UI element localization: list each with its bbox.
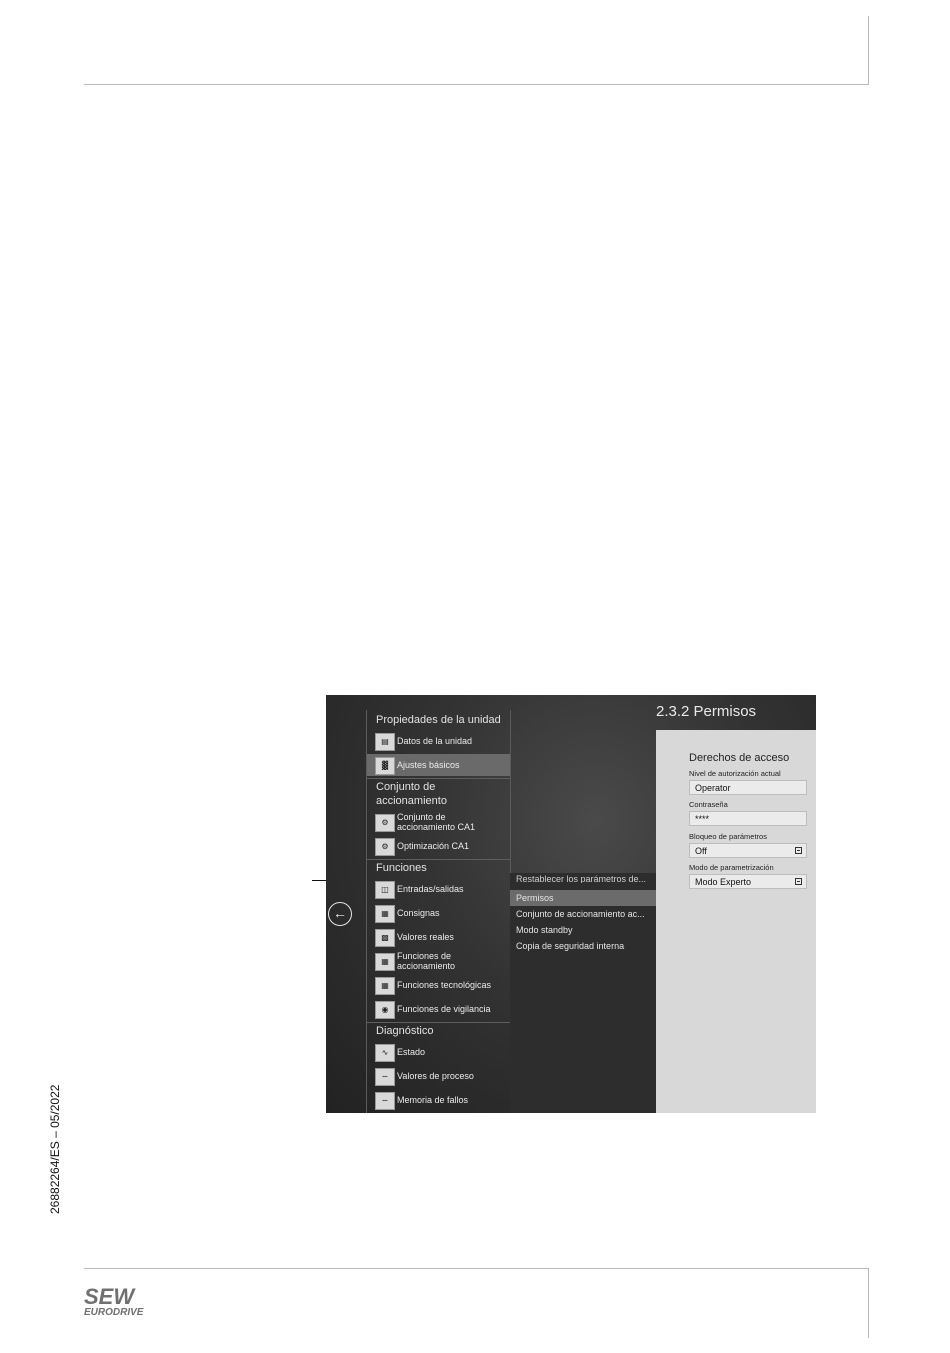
submenu-item-internal-backup[interactable]: Copia de seguridad interna: [516, 941, 625, 951]
sidebar-item-drive-set-ca1[interactable]: [367, 811, 510, 833]
sidebar-item-label: Entradas/salidas: [397, 884, 464, 894]
parameter-lock-value: Off: [695, 846, 707, 856]
sidebar-item-process-values[interactable]: [367, 1065, 510, 1087]
password-label: Contraseña: [689, 800, 728, 809]
sidebar-item-drive-functions[interactable]: [367, 950, 510, 972]
device-data-icon: ▤: [375, 733, 395, 751]
sidebar-item-actual-values[interactable]: [367, 926, 510, 948]
sew-eurodrive-logo: [84, 1284, 164, 1318]
parametrization-mode-dropdown[interactable]: [689, 874, 807, 889]
sidebar-item-basic-settings[interactable]: [367, 754, 510, 776]
authorization-level-label: Nivel de autorización actual: [689, 769, 781, 778]
sidebar-item-label: Conjunto de accionamiento CA1: [397, 812, 476, 832]
submenu-item-standby-mode[interactable]: Modo standby: [516, 925, 573, 935]
drive-functions-icon: ▦: [375, 953, 395, 971]
sidebar-item-label: Valores reales: [397, 932, 454, 942]
header-side-rule: [868, 16, 869, 85]
sidebar-item-label: Ajustes básicos: [397, 760, 460, 770]
sidebar-item-device-data[interactable]: [367, 730, 510, 752]
sidebar-item-label: Funciones de accionamiento: [397, 951, 456, 971]
group-title-device-properties: Propiedades de la unidad: [376, 714, 501, 726]
group-separator: [367, 778, 510, 779]
parameter-lock-label: Bloqueo de parámetros: [689, 832, 767, 841]
setpoints-icon: ▦: [375, 905, 395, 923]
panel-heading: Derechos de acceso: [689, 752, 790, 764]
authorization-level-value: Operator: [695, 783, 731, 793]
password-field[interactable]: [689, 811, 807, 826]
parametrization-mode-label: Modo de parametrización: [689, 863, 774, 872]
group-title-functions: Funciones: [376, 862, 427, 874]
sidebar: [366, 710, 511, 1113]
drive-set-icon: ⚙: [375, 814, 395, 832]
dropdown-icon: [795, 878, 802, 885]
technology-functions-icon: ▦: [375, 977, 395, 995]
dropdown-icon: [795, 847, 802, 854]
status-icon: ∿: [375, 1044, 395, 1062]
sidebar-item-fault-memory[interactable]: [367, 1089, 510, 1111]
submenu-item-drive-set[interactable]: Conjunto de accionamiento ac...: [516, 909, 645, 919]
sidebar-item-label: Valores de proceso: [397, 1071, 474, 1081]
io-icon: ◫: [375, 881, 395, 899]
svg-text:EURODRIVE: EURODRIVE: [84, 1307, 144, 1318]
submenu-item-reset-parameters[interactable]: Restablecer los parámetros de...: [516, 875, 647, 883]
parameter-lock-dropdown[interactable]: [689, 843, 807, 858]
document-id: 26882264/ES – 05/2022: [48, 1084, 62, 1214]
page-title: 2.3.2 Permisos: [656, 703, 757, 720]
sidebar-item-optimization-ca1[interactable]: [367, 835, 510, 857]
sidebar-item-label: Memoria de fallos: [397, 1095, 469, 1105]
svg-text:SEW: SEW: [84, 1284, 135, 1309]
header-rule: [84, 84, 869, 85]
submenu: [510, 873, 656, 1113]
sidebar-item-label: Datos de la unidad: [397, 736, 473, 746]
sidebar-item-label: Funciones de vigilancia: [397, 1004, 491, 1014]
factory-icon: ▓: [375, 757, 395, 775]
group-separator: [367, 1022, 510, 1023]
sidebar-item-label: Consignas: [397, 908, 440, 918]
sidebar-item-monitoring-functions[interactable]: [367, 998, 510, 1020]
actual-values-icon: ▩: [375, 929, 395, 947]
fault-memory-icon: ∽: [375, 1092, 395, 1110]
sidebar-item-label: Optimización CA1: [397, 841, 470, 851]
sidebar-item-label: Funciones tecnológicas: [397, 980, 492, 990]
permissions-panel: [656, 730, 816, 1113]
sidebar-item-status[interactable]: [367, 1041, 510, 1063]
footer-rule: [84, 1268, 869, 1269]
authorization-level-field[interactable]: [689, 780, 807, 795]
sidebar-item-label: Estado: [397, 1047, 426, 1057]
group-title-diagnostics: Diagnóstico: [376, 1025, 434, 1037]
back-arrow-icon[interactable]: ←: [328, 902, 352, 926]
sidebar-item-technology-functions[interactable]: [367, 974, 510, 996]
group-separator: [367, 859, 510, 860]
sidebar-item-inputs-outputs[interactable]: [367, 878, 510, 900]
process-values-icon: ∽: [375, 1068, 395, 1086]
optimization-icon: ⚙: [375, 838, 395, 856]
footer-side-rule: [868, 1268, 869, 1338]
group-title-drive-set: Conjunto de accionamiento: [376, 781, 447, 807]
password-value: ****: [695, 814, 710, 824]
monitoring-icon: ◉: [375, 1001, 395, 1019]
sidebar-item-setpoints[interactable]: [367, 902, 510, 924]
submenu-item-permissions[interactable]: Permisos: [510, 890, 656, 906]
parametrization-mode-value: Modo Experto: [695, 877, 752, 887]
